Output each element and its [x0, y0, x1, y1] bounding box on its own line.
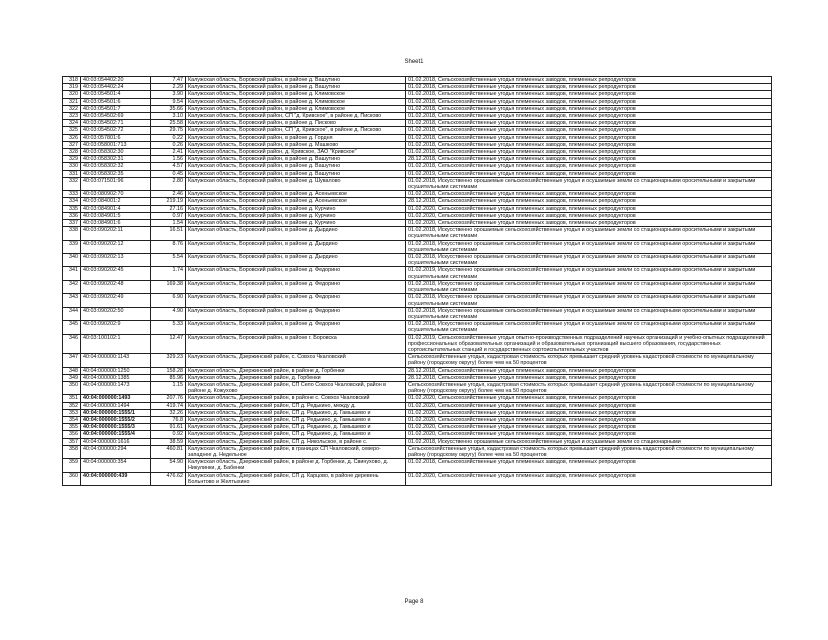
address-cell: Калужская область, Боровский район, в районе д. Климовское — [186, 98, 406, 105]
row-number: 342 — [63, 280, 81, 293]
area-value: 460.81 — [151, 445, 186, 458]
address-cell: Калужская область, Боровский район, в районе д. Дырдино — [186, 240, 406, 253]
cadastral-number: 40:04:000000:354 — [81, 459, 151, 472]
address-cell: Калужская область, Дзержинский район, СП д. Редькино, д. Гамышево и — [186, 424, 406, 431]
address-cell: Калужская область, Боровский район, в районе д. Федорино — [186, 267, 406, 280]
address-cell: Калужская область, Дзержинский район, СП д. Редькино, д. Гамышево и — [186, 416, 406, 423]
table-row — [63, 409, 772, 416]
row-number: 359 — [63, 459, 81, 472]
area-value: 476.62 — [151, 472, 186, 485]
category-cell: 01.02.2020, Сельскохозяйственные угодья племенных заводов, племенных репродукторов — [406, 409, 772, 416]
row-number: 353 — [63, 409, 81, 416]
address-cell: Калужская область, Дзержинский район, СП Село Совхоз Чкаловский, район в районе д. Кожухово — [186, 381, 406, 394]
address-cell: Калужская область, Дзержинский район, СП д. Редькино, между д. — [186, 402, 406, 409]
row-number: 340 — [63, 254, 81, 267]
row-number: 332 — [63, 177, 81, 190]
address-cell: Калужская область, Боровский район, в районе д. Гордня — [186, 134, 406, 141]
cadastral-number: 40:03:080902:70 — [81, 191, 151, 198]
page-number: Page 8 — [404, 599, 424, 605]
address-cell: Калужская область, Боровский район, в районе д. Федорино — [186, 280, 406, 293]
cadastral-number: 40:04:000000:1555/1 — [81, 409, 151, 416]
area-value: 169.38 — [151, 280, 186, 293]
cadastral-number: 40:03:054501:6 — [81, 98, 151, 105]
address-cell: Калужская область, Боровский район, в районе д. Федорино — [186, 307, 406, 320]
address-cell: Калужская область, Боровский район, в районе д. Шувалово — [186, 177, 406, 190]
row-number: 334 — [63, 198, 81, 205]
category-cell: 01.02.2018, Сельскохозяйственные угодья племенных заводов, племенных репродукторов — [406, 113, 772, 120]
category-cell: 01.02.2020, Сельскохозяйственные угодья племенных заводов, племенных репродукторов — [406, 424, 772, 431]
address-cell: Калужская область, Боровский район, в районе д. Вашутино — [186, 77, 406, 84]
row-number: 354 — [63, 416, 81, 423]
address-cell: Калужская область, Боровский район, в районе д. Климовское — [186, 105, 406, 112]
cadastral-number: 40:03:090202:49 — [81, 294, 151, 307]
table-row — [63, 472, 772, 485]
row-number: 346 — [63, 334, 81, 354]
cadastral-number: 40:04:000000:1143 — [81, 354, 151, 367]
area-value: 54.90 — [151, 459, 186, 472]
category-cell: 01.02.2020, Сельскохозяйственные угодья племенных заводов, племенных репродукторов — [406, 212, 772, 219]
category-cell: 01.02.2020, Сельскохозяйственные угодья племенных заводов, племенных репродукторов — [406, 416, 772, 423]
cadastral-number: 40:04:000000:1616 — [81, 438, 151, 445]
table-row — [63, 198, 772, 205]
cadastral-number: 40:04:000000:294 — [81, 445, 151, 458]
table-row — [63, 91, 772, 98]
area-value: 8.76 — [151, 240, 186, 253]
area-value: 0.97 — [151, 212, 186, 219]
address-cell: Калужская область, Боровский район, в районе д. Федорино — [186, 294, 406, 307]
table-row — [63, 84, 772, 91]
cadastral-number: 40:03:084901:5 — [81, 212, 151, 219]
address-cell: Калужская область, Дзержинский район, СП д. Карцово, в районе деревень Больнтово и Желтыхино — [186, 472, 406, 485]
table-row — [63, 163, 772, 170]
category-cell: 01.02.2018, Сельскохозяйственные угодья племенных заводов, племенных репродукторов — [406, 91, 772, 98]
address-cell: Калужская область, Боровский район, в районе д. Дырдино — [186, 254, 406, 267]
row-number: 318 — [63, 77, 81, 84]
category-cell: 01.02.2018, Искусственно орошаемые сельскохозяйственные угодья и осушаемые земли со стационарными оросительными и закрытыми осушительными системами — [406, 321, 772, 334]
area-value: 3.90 — [151, 91, 186, 98]
table-row — [63, 177, 772, 190]
row-number: 337 — [63, 220, 81, 227]
cadastral-number: 40:04:000000:1555/2 — [81, 416, 151, 423]
cadastral-number: 40:03:057801:6 — [81, 134, 151, 141]
table-row — [63, 334, 772, 354]
category-cell: 01.02.2018, Сельскохозяйственные угодья племенных заводов, племенных репродукторов — [406, 163, 772, 170]
area-value: 25.58 — [151, 120, 186, 127]
category-cell: 28.12.2018, Сельскохозяйственные угодья племенных заводов, племенных репродукторов — [406, 198, 772, 205]
address-cell: Калужская область, Боровский район, в районе д. Дырдино — [186, 227, 406, 240]
area-value: 5.54 — [151, 254, 186, 267]
row-number: 325 — [63, 127, 81, 134]
category-cell: 01.02.2018, Искусственно орошаемые сельскохозяйственные угодья и осушаемые земли со стационарными оросительными и закрытыми осушительными системами — [406, 280, 772, 293]
area-value: 91.61 — [151, 424, 186, 431]
area-value: 1.74 — [151, 267, 186, 280]
address-cell: Калужская область, Дзержинский район, СП д. Редькино, д. Гамышево и — [186, 431, 406, 438]
table-row — [63, 170, 772, 177]
area-value: 9.54 — [151, 98, 186, 105]
area-value: 329.23 — [151, 354, 186, 367]
address-cell: Калужская область, Боровский район, в районе д. Писково — [186, 120, 406, 127]
table-row — [63, 321, 772, 334]
area-value: 219.19 — [151, 198, 186, 205]
cadastral-number: 40:03:058001:713 — [81, 141, 151, 148]
area-value: 0.22 — [151, 134, 186, 141]
address-cell: Калужская область, Боровский район, в районе д. Вашутино — [186, 156, 406, 163]
row-number: 331 — [63, 170, 81, 177]
table-row — [63, 141, 772, 148]
cadastral-number: 40:04:000000:1250 — [81, 367, 151, 374]
category-cell: 01.02.2018, Искусственно орошаемые сельскохозяйственные угодья и осушаемые земли со стационарными оросительными и закрытыми осушительными системами — [406, 240, 772, 253]
category-cell: Сельскохозяйственные угодья, кадастровая стоимость которых превышает средний уровень кадастровой стоимости по муниципальному району (городскому округу) более чем на 50 процентов — [406, 445, 772, 458]
area-value: 76.8 — [151, 416, 186, 423]
area-value: 2.46 — [151, 191, 186, 198]
area-value: 1.15 — [151, 381, 186, 394]
area-value: 0.92 — [151, 431, 186, 438]
category-cell: 01.02.2020, Сельскохозяйственные угодья племенных заводов, племенных репродукторов — [406, 472, 772, 485]
area-value: 12.47 — [151, 334, 186, 354]
table-row — [63, 98, 772, 105]
category-cell: 01.02.2019, Искусственно орошаемые сельскохозяйственные угодья и осушаемые земли со стационарными оросительными и закрытыми осушительными системами — [406, 267, 772, 280]
category-cell: 01.02.2018, Сельскохозяйственные угодья племенных заводов, племенных репродукторов — [406, 77, 772, 84]
table-row — [63, 354, 772, 367]
cadastral-number: 40:03:090202:48 — [81, 280, 151, 293]
area-value: 2.29 — [151, 84, 186, 91]
area-value: 29.75 — [151, 127, 186, 134]
category-cell: 28.12.2018, Сельскохозяйственные угодья племенных заводов, племенных репродукторов — [406, 374, 772, 381]
address-cell: Калужская область, Боровский район, СП "д. Кривское", в районе д. Писково — [186, 127, 406, 134]
row-number: 360 — [63, 472, 81, 485]
cadastral-number: 40:03:058302:31 — [81, 156, 151, 163]
area-value: 1.56 — [151, 156, 186, 163]
row-number: 333 — [63, 191, 81, 198]
category-cell: Сельскохозяйственные угодья, кадастровая стоимость которых превышает средний уровень кадастровой стоимости по муниципальному району (городскому округу) более чем на 50 процентов — [406, 354, 772, 367]
cadastral-number: 40:03:071501:96 — [81, 177, 151, 190]
address-cell: Калужская область, Дзержинский район, в границах СП Чкаловский, северо-западнее д. Недельное — [186, 445, 406, 458]
table-row — [63, 156, 772, 163]
table-row — [63, 134, 772, 141]
category-cell: 01.02.2020, Сельскохозяйственные угодья племенных заводов, племенных репродукторов — [406, 402, 772, 409]
cadastral-number: 40:03:090202:50 — [81, 307, 151, 320]
table-row — [63, 402, 772, 409]
area-value: 4.57 — [151, 163, 186, 170]
cadastral-number: 40:03:100102:1 — [81, 334, 151, 354]
address-cell: Калужская область, Дзержинский район, д. Горбенки — [186, 374, 406, 381]
address-cell: Калужская область, Боровский район, в районе д. Федорино — [186, 321, 406, 334]
cadastral-number: 40:03:090202:11 — [81, 227, 151, 240]
table-row — [63, 240, 772, 253]
address-cell: Калужская область, Боровский район, в районе д. Вашутино — [186, 170, 406, 177]
sheet-title: Sheet1 — [404, 59, 424, 65]
address-cell: Калужская область, Боровский район, в районе д. Курчино — [186, 205, 406, 212]
row-number: 350 — [63, 381, 81, 394]
cadastral-number: 40:03:084901:6 — [81, 220, 151, 227]
row-number: 322 — [63, 105, 81, 112]
table-row — [63, 367, 772, 374]
category-cell: 01.02.2018, Сельскохозяйственные угодья племенных заводов, племенных репродукторов — [406, 141, 772, 148]
area-value: 207.76 — [151, 395, 186, 402]
table-row — [63, 381, 772, 394]
row-number: 336 — [63, 212, 81, 219]
category-cell: 01.02.2020, Сельскохозяйственные угодья племенных заводов, племенных репродукторов — [406, 220, 772, 227]
row-number: 320 — [63, 91, 81, 98]
row-number: 339 — [63, 240, 81, 253]
address-cell: Калужская область, Боровский район, д. Кривское, ЗАО "Кривское" — [186, 149, 406, 156]
area-value: 0.45 — [151, 170, 186, 177]
row-number: 324 — [63, 120, 81, 127]
category-cell: 01.02.2020, Сельскохозяйственные угодья племенных заводов, племенных репродукторов — [406, 395, 772, 402]
table-row — [63, 280, 772, 293]
area-value: 5.33 — [151, 321, 186, 334]
address-cell: Калужская область, Боровский район, в районе г. Боровска — [186, 334, 406, 354]
address-cell: Калужская область, Боровский район, в районе д. Асеньевское — [186, 198, 406, 205]
area-value: 35.66 — [151, 105, 186, 112]
table-row — [63, 191, 772, 198]
category-cell: 01.02.2020, Сельскохозяйственные угодья племенных заводов, племенных репродукторов — [406, 205, 772, 212]
table-row — [63, 220, 772, 227]
category-cell: 01.02.2018, Искусственно орошаемые сельскохозяйственные угодья и осушаемые земли со стационарными оросительными и закрытыми осушительными системами — [406, 307, 772, 320]
table-row — [63, 294, 772, 307]
category-cell: 01.02.2018, Сельскохозяйственные угодья племенных заводов, племенных репродукторов — [406, 127, 772, 134]
row-number: 327 — [63, 141, 81, 148]
cadastral-number: 40:03:054502:72 — [81, 127, 151, 134]
row-number: 351 — [63, 395, 81, 402]
category-cell: 01.02.2018, Сельскохозяйственные угодья племенных заводов, племенных репродукторов — [406, 134, 772, 141]
area-value: 38.59 — [151, 438, 186, 445]
address-cell: Калужская область, Боровский район, в районе д. Вашутино — [186, 84, 406, 91]
row-number: 345 — [63, 321, 81, 334]
area-value: 85.96 — [151, 374, 186, 381]
area-value: 16.51 — [151, 227, 186, 240]
row-number: 341 — [63, 267, 81, 280]
row-number: 329 — [63, 156, 81, 163]
table-row — [63, 459, 772, 472]
row-number: 321 — [63, 98, 81, 105]
area-value: 27.16 — [151, 205, 186, 212]
cadastral-number: 40:03:058302:32 — [81, 163, 151, 170]
address-cell: Калужская область, Боровский район, в районе д. Асеньевское — [186, 191, 406, 198]
cadastral-number: 40:04:000000:1555/4 — [81, 431, 151, 438]
table-row — [63, 120, 772, 127]
cadastral-number: 40:03:090202:45 — [81, 267, 151, 280]
cadastral-number: 40:03:054502:69 — [81, 113, 151, 120]
address-cell: Калужская область, Боровский район, СП "д. Кривское", в районе д. Писково — [186, 113, 406, 120]
table-row — [63, 416, 772, 423]
cadastral-number: 40:04:000000:1385 — [81, 374, 151, 381]
row-number: 357 — [63, 438, 81, 445]
table-row — [63, 254, 772, 267]
area-value: 6.90 — [151, 294, 186, 307]
category-cell: 01.02.2018, Сельскохозяйственные угодья племенных заводов, племенных репродукторов — [406, 149, 772, 156]
address-cell: Калужская область, Дзержинский район, в районе д. Горбенки, д. Свинухово, д. Никулинки, д. Бабенки — [186, 459, 406, 472]
area-value: 3.10 — [151, 113, 186, 120]
area-value: 419.74 — [151, 402, 186, 409]
category-cell: 01.02.2018, Искусственно орошаемые сельскохозяйственные угодья и осушаемые земли со стационарными оросительными и закрытыми осушительными системами — [406, 227, 772, 240]
table-row — [63, 205, 772, 212]
row-number: 355 — [63, 424, 81, 431]
area-value: 32.26 — [151, 409, 186, 416]
category-cell: Сельскохозяйственные угодья, кадастровая стоимость которых превышает средний уровень кадастровой стоимости по муниципальному району (городскому округу) более чем на 50 процентов — [406, 381, 772, 394]
table-row — [63, 267, 772, 280]
cadastral-number: 40:03:054501:7 — [81, 105, 151, 112]
cadastral-number: 40:04:000000:439 — [81, 472, 151, 485]
category-cell: 01.02.2018, Искусственно орошаемые сельскохозяйственные угодья и осушаемые земли со стационарными оросительными и закрытыми осушительными системами — [406, 177, 772, 190]
address-cell: Калужская область, Боровский район, в районе д. Вашутино — [186, 163, 406, 170]
area-value: 0.26 — [151, 141, 186, 148]
category-cell: 01.02.2018, Сельскохозяйственные угодья племенных заводов, племенных репродукторов — [406, 191, 772, 198]
table-row — [63, 445, 772, 458]
cadastral-number: 40:04:000000:1493 — [81, 395, 151, 402]
address-cell: Калужская область, Боровский район, в районе д. Курчино — [186, 220, 406, 227]
address-cell: Калужская область, Дзержинский район, в районе с. Совхоз Чкаловский — [186, 395, 406, 402]
table-row — [63, 77, 772, 84]
address-cell: Калужская область, Дзержинский район, СП д. Никольское, в районе с. — [186, 438, 406, 445]
category-cell: 01.02.2019, Сельскохозяйственные угодья племенных заводов, племенных репродукторов — [406, 170, 772, 177]
row-number: 352 — [63, 402, 81, 409]
row-number: 347 — [63, 354, 81, 367]
category-cell: 01.02.2019, Сельскохозяйственные угодья опытно-производственных подразделений научных организаций и учебно-опытных подразделений профессиональных образовательных организаций и образовательных организаций высшего образования, государственных сортоиспытательных станций и государственных сортоиспытательных участков — [406, 334, 772, 354]
row-number: 348 — [63, 367, 81, 374]
row-number: 323 — [63, 113, 81, 120]
row-number: 343 — [63, 294, 81, 307]
row-number: 319 — [63, 84, 81, 91]
category-cell: 01.02.2018, Сельскохозяйственные угодья племенных заводов, племенных репродукторов — [406, 98, 772, 105]
address-cell: Калужская область, Боровский район, в районе д. Климовское — [186, 91, 406, 98]
row-number: 349 — [63, 374, 81, 381]
table-row — [63, 374, 772, 381]
table-row — [63, 105, 772, 112]
address-cell: Калужская область, Боровский район, в районе д. Курчино — [186, 212, 406, 219]
area-value: 1.54 — [151, 220, 186, 227]
table-row — [63, 227, 772, 240]
area-value: 7.47 — [151, 77, 186, 84]
row-number: 328 — [63, 149, 81, 156]
category-cell: 01.02.2018, Сельскохозяйственные угодья племенных заводов, племенных репродукторов — [406, 105, 772, 112]
cadastral-number: 40:03:090202:13 — [81, 254, 151, 267]
row-number: 335 — [63, 205, 81, 212]
cadastral-number: 40:03:090202:9 — [81, 321, 151, 334]
category-cell: 01.02.2018, Сельскохозяйственные угодья племенных заводов, племенных репродукторов — [406, 120, 772, 127]
cadastral-number: 40:03:084001:2 — [81, 198, 151, 205]
cadastral-number: 40:04:000000:1494 — [81, 402, 151, 409]
row-number: 344 — [63, 307, 81, 320]
area-value: 2.80 — [151, 177, 186, 190]
address-cell: Калужская область, Дзержинский район, в районе д. Горбенки — [186, 367, 406, 374]
cadastral-number: 40:03:058302:35 — [81, 170, 151, 177]
category-cell: 01.02.2020, Сельскохозяйственные угодья племенных заводов, племенных репродукторов — [406, 431, 772, 438]
land-table — [62, 76, 772, 486]
table-row — [63, 149, 772, 156]
row-number: 338 — [63, 227, 81, 240]
category-cell: 01.02.2018, Сельскохозяйственные угодья племенных заводов, племенных репродукторов — [406, 84, 772, 91]
cadastral-number: 40:03:054501:4 — [81, 91, 151, 98]
cadastral-number: 40:03:054402:20 — [81, 77, 151, 84]
cadastral-number: 40:03:090202:12 — [81, 240, 151, 253]
area-value: 158.28 — [151, 367, 186, 374]
cadastral-number: 40:03:084901:4 — [81, 205, 151, 212]
category-cell: 28.12.2018, Сельскохозяйственные угодья племенных заводов, племенных репродукторов — [406, 367, 772, 374]
table-row — [63, 113, 772, 120]
row-number: 330 — [63, 163, 81, 170]
address-cell: Калужская область, Дзержинский район, СП д. Редькино, д. Гамышево и — [186, 409, 406, 416]
cadastral-number: 40:03:058302:30 — [81, 149, 151, 156]
table-row — [63, 212, 772, 219]
category-cell: 01.02.2018, Искусственно орошаемые сельскохозяйственные угодья и осушаемые земли со стационарными оросительными и закрытыми осушительными системами — [406, 294, 772, 307]
row-number: 356 — [63, 431, 81, 438]
cadastral-number: 40:04:000000:1473 — [81, 381, 151, 394]
table-row — [63, 395, 772, 402]
row-number: 326 — [63, 134, 81, 141]
cadastral-number: 40:04:000000:1555/3 — [81, 424, 151, 431]
category-cell: 01.02.2018, Искусственно орошаемые сельскохозяйственные угодья и осушаемые земли со стационарными — [406, 438, 772, 445]
address-cell: Калужская область, Дзержинский район, с. Совхоз Чкаловский — [186, 354, 406, 367]
table-body — [63, 77, 772, 486]
category-cell: 28.12.2018, Сельскохозяйственные угодья племенных заводов, племенных репродукторов — [406, 156, 772, 163]
cadastral-number: 40:03:054402:24 — [81, 84, 151, 91]
area-value: 4.90 — [151, 307, 186, 320]
cadastral-number: 40:03:054502:71 — [81, 120, 151, 127]
area-value: 2.41 — [151, 149, 186, 156]
category-cell: 01.02.2018, Сельскохозяйственные угодья племенных заводов, племенных репродукторов — [406, 459, 772, 472]
table-row — [63, 127, 772, 134]
category-cell: 01.02.2018, Искусственно орошаемые сельскохозяйственные угодья и осушаемые земли со стационарными оросительными и закрытыми осушительными системами — [406, 254, 772, 267]
address-cell: Калужская область, Боровский район, в районе д. Машково — [186, 141, 406, 148]
table-row — [63, 438, 772, 445]
table-row — [63, 307, 772, 320]
row-number: 358 — [63, 445, 81, 458]
table-row — [63, 424, 772, 431]
table-row — [63, 431, 772, 438]
